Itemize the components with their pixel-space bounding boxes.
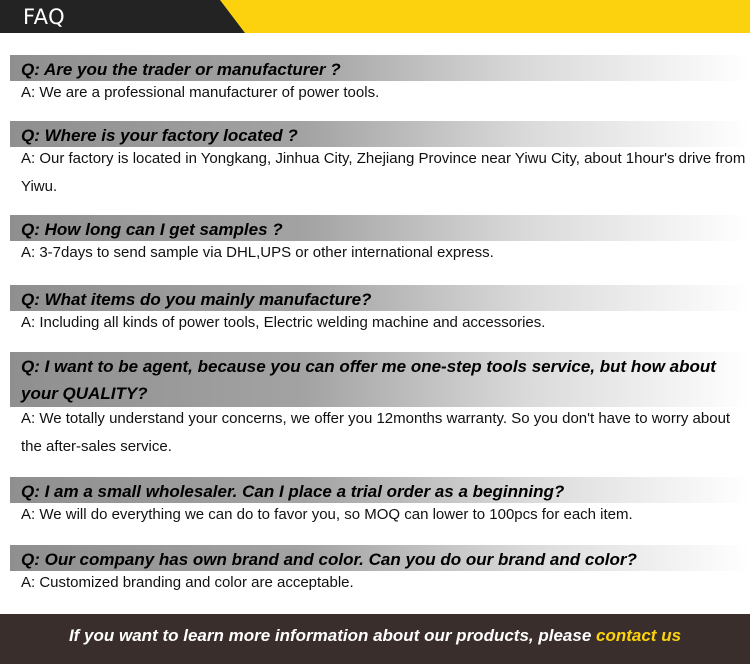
page-title: FAQ (23, 5, 66, 29)
faq-question: Q: How long can I get samples ? (10, 215, 750, 241)
footer-text: If you want to learn more information about our products, please (68, 626, 597, 645)
faq-answer: A: Customized branding and color are acceptable. (21, 574, 354, 591)
faq-answer: A: Our factory is located in Yongkang, Jinhua City, Zhejiang Province near Yiwu City, about 1hour's drive from Yiwu. (21, 150, 746, 195)
faq-answer: A: We totally understand your concerns, we offer you 12months warranty. So you don't have to worry about the after-sales service. (21, 410, 731, 455)
faq-answer: A: 3-7days to send sample via DHL,UPS or other international express. (21, 244, 494, 261)
faq-item-4 (10, 285, 750, 337)
faq-question: Q: What items do you mainly manufacture? (10, 285, 750, 311)
faq-item-2 (10, 121, 750, 201)
faq-item-7 (10, 545, 750, 597)
faq-question: Q: Are you the trader or manufacturer ? (10, 55, 750, 81)
faq-item-6 (10, 477, 750, 529)
faq-item-1 (10, 55, 750, 107)
faq-answer: A: Including all kinds of power tools, Electric welding machine and accessories. (21, 314, 546, 331)
faq-item-5 (10, 352, 750, 461)
faq-item-3 (10, 215, 750, 267)
faq-answer: A: We are a professional manufacturer of power tools. (21, 84, 380, 101)
faq-answer: A: We will do everything we can do to favor you, so MOQ can lower to 100pcs for each item. (21, 506, 633, 523)
footer-banner (0, 614, 750, 664)
faq-question: Q: I am a small wholesaler. Can I place a trial order as a beginning? (10, 477, 750, 503)
faq-question: Q: Where is your factory located ? (10, 121, 750, 147)
contact-us-link[interactable]: contact us (596, 626, 682, 645)
faq-question: Q: I want to be agent, because you can offer me one-step tools service, but how about your QUALITY? (10, 352, 750, 407)
faq-header (0, 0, 750, 33)
faq-question: Q: Our company has own brand and color. Can you do our brand and color? (10, 545, 750, 571)
